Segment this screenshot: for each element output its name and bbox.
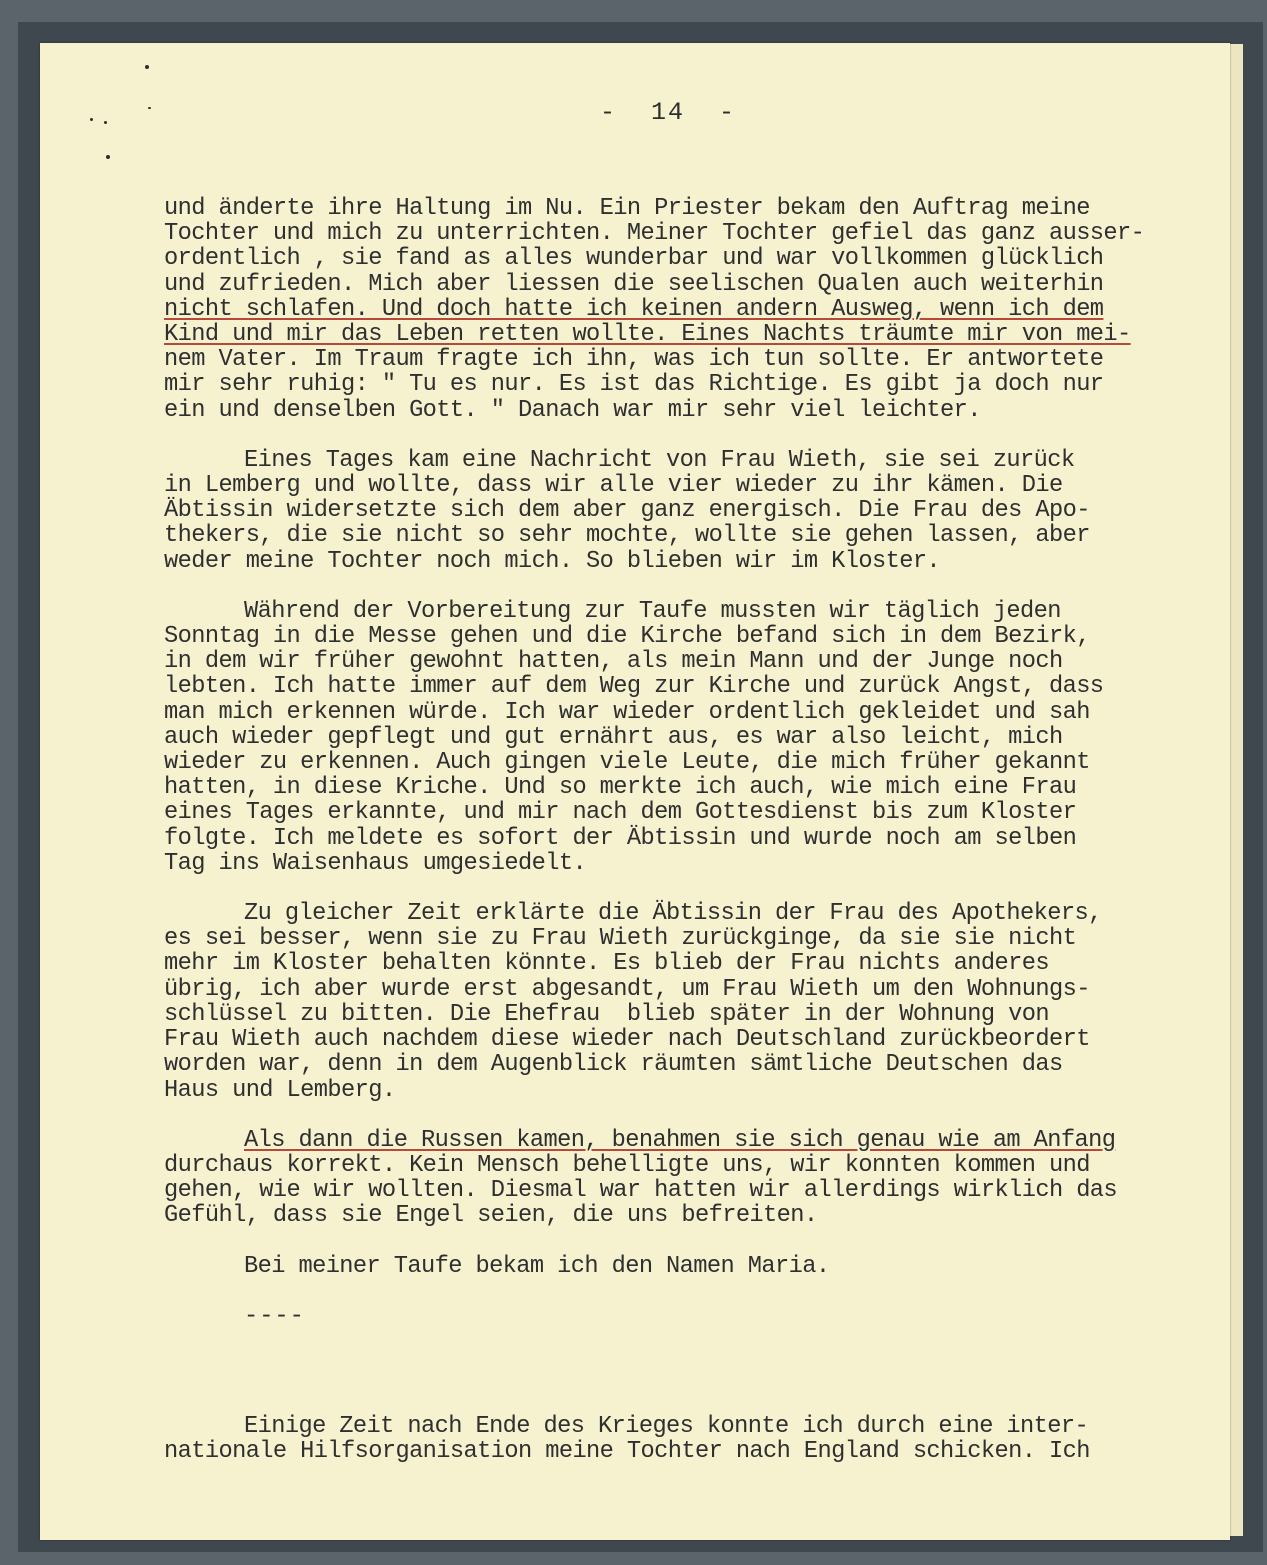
text-line: und zufrieden. Mich aber liessen die seelischen Qualen auch weiterhin — [164, 270, 1104, 298]
text-line: Gefühl, dass sie Engel seien, die uns befreiten. — [164, 1202, 818, 1230]
paragraph — [164, 1128, 1226, 1229]
text-line: mehr im Kloster behalten könnte. Es blieb der Frau nichts anderes — [164, 950, 1049, 978]
text-line: Bei meiner Taufe bekam ich den Namen Maria. — [244, 1252, 830, 1280]
text-line: lebten. Ich hatte immer auf dem Weg zur Kirche und zurück Angst, dass — [164, 673, 1104, 701]
text-line: wieder zu erkennen. Auch gingen viele Leute, die mich früher gekannt — [164, 749, 1090, 777]
separator-dashes: ---- — [244, 1302, 305, 1330]
text-line-underlined: nicht schlafen. Und doch hatte ich keinen andern Ausweg, wenn ich dem — [164, 295, 1104, 323]
text-line: gehen, wie wir wollten. Diesmal war hatten wir allerdings wirklich das — [164, 1177, 1118, 1205]
typed-text-body — [164, 196, 1226, 1489]
text-line: durchaus korrekt. Kein Mensch behelligte uns, wir konnten kommen und — [164, 1151, 1090, 1179]
text-line: eines Tages erkannte, und mir nach dem Gottesdienst bis zum Kloster — [164, 799, 1077, 827]
paragraph — [164, 599, 1226, 876]
ink-speck — [90, 118, 93, 121]
paragraph — [164, 901, 1226, 1103]
text-line: nationale Hilfsorganisation meine Tochter nach England schicken. Ich — [164, 1438, 1090, 1466]
page-number: - 14 - — [600, 98, 737, 127]
text-line: Sonntag in die Messe gehen und die Kirche befand sich in dem Bezirk, — [164, 623, 1090, 651]
text-line-underlined: Als dann die Russen kamen, benahmen sie sich genau wie am Anfang — [244, 1126, 1116, 1154]
text-line: Zu gleicher Zeit erklärte die Äbtissin der Frau des Apothekers, — [244, 900, 1102, 928]
text-line: nem Vater. Im Traum fragte ich ihn, was ich tun sollte. Er antwortete — [164, 346, 1104, 374]
paragraph — [164, 1254, 1226, 1279]
text-line: thekers, die sie nicht so sehr mochte, wollte sie gehen lassen, aber — [164, 522, 1090, 550]
text-line: mir sehr ruhig: " Tu es nur. Es ist das Richtige. Es gibt ja doch nur — [164, 371, 1104, 399]
text-line: Tag ins Waisenhaus umgesiedelt. — [164, 849, 587, 877]
text-line: ordentlich , sie fand as alles wunderbar und war vollkommen glücklich — [164, 245, 1104, 273]
separator — [164, 1304, 1226, 1329]
text-line: übrig, ich aber wurde erst abgesandt, um Frau Wieth um den Wohnungs- — [164, 975, 1090, 1003]
text-line: Eines Tages kam eine Nachricht von Frau Wieth, sie sei zurück — [244, 446, 1075, 474]
text-line: Frau Wieth auch nachdem diese wieder nach Deutschland zurückbeordert — [164, 1026, 1090, 1054]
text-line: auch wieder gepflegt und gut ernährt aus, es war also leicht, mich — [164, 723, 1063, 751]
text-line: ein und denselben Gott. " Danach war mir sehr viel leichter. — [164, 396, 981, 424]
text-line: Einige Zeit nach Ende des Krieges konnte ich durch eine inter- — [244, 1412, 1089, 1440]
text-line: schlüssel zu bitten. Die Ehefrau blieb später in der Wohnung von — [164, 1000, 1049, 1028]
paragraph — [164, 448, 1226, 574]
ink-speck — [145, 65, 149, 69]
ink-speck — [148, 107, 151, 109]
ink-speck — [106, 155, 110, 159]
text-line: Haus und Lemberg. — [164, 1076, 396, 1104]
text-line: in Lemberg und wollte, dass wir alle vier wieder zu ihr kämen. Die — [164, 472, 1063, 500]
paragraph — [164, 1414, 1226, 1464]
text-line: in dem wir früher gewohnt hatten, als mein Mann und der Junge noch — [164, 648, 1063, 676]
document-page — [40, 43, 1230, 1540]
text-line: und änderte ihre Haltung im Nu. Ein Priester bekam den Auftrag meine — [164, 195, 1090, 222]
text-line: man mich erkennen würde. Ich war wieder ordentlich gekleidet und sah — [164, 698, 1090, 726]
paragraph — [164, 196, 1226, 423]
spacer — [164, 1354, 1226, 1414]
text-line: es sei besser, wenn sie zu Frau Wieth zurückginge, da sie sie nicht — [164, 925, 1077, 953]
text-line: weder meine Tochter noch mich. So blieben wir im Kloster. — [164, 547, 941, 575]
text-line: hatten, in diese Kriche. Und so merkte ich auch, wie mich eine Frau — [164, 774, 1077, 802]
text-line: Äbtissin widersetzte sich dem aber ganz energisch. Die Frau des Apo- — [164, 497, 1090, 525]
ink-speck — [104, 121, 107, 124]
text-line: Während der Vorbereitung zur Taufe mussten wir täglich jeden — [244, 597, 1061, 625]
text-line: worden war, denn in dem Augenblick räumten sämtliche Deutschen das — [164, 1051, 1063, 1079]
text-line-underlined: Kind und mir das Leben retten wollte. Eines Nachts träumte mir von mei- — [164, 321, 1131, 349]
text-line: Tochter und mich zu unterrichten. Meiner Tochter gefiel das ganz ausser- — [164, 220, 1145, 248]
text-line: folgte. Ich meldete es sofort der Äbtissin und wurde noch am selben — [164, 824, 1077, 852]
